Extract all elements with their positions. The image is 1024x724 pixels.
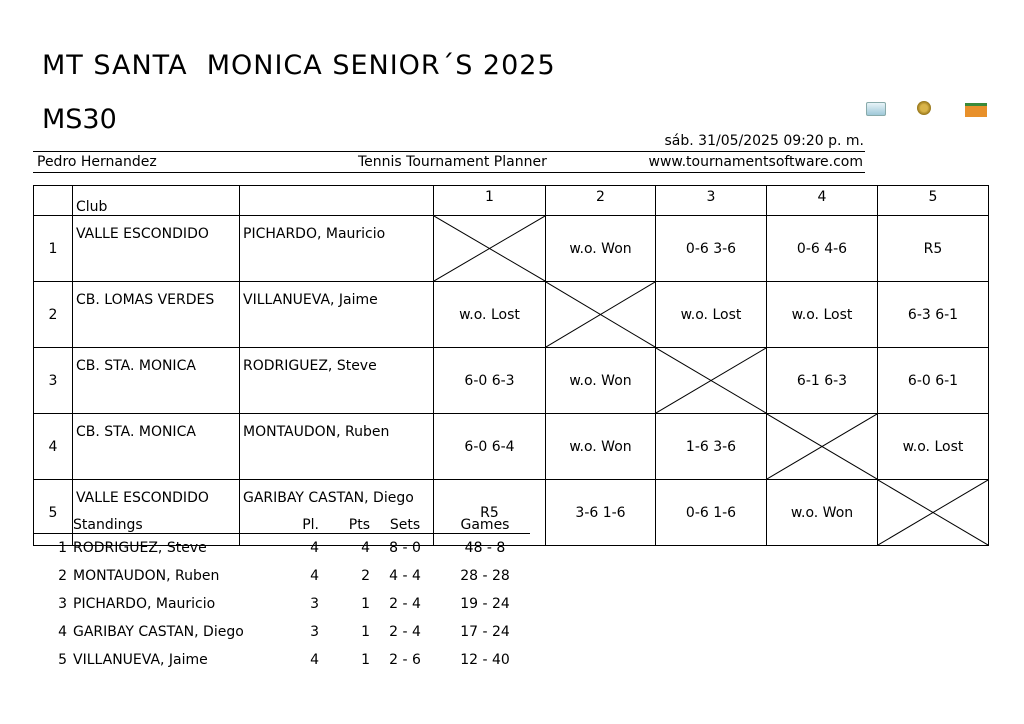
self-match-cross [656, 348, 767, 414]
match-result[interactable]: w.o. Lost [656, 282, 767, 348]
row-number: 4 [34, 414, 73, 480]
standings-row [33, 590, 530, 618]
standing-games: 28 - 28 [460, 568, 510, 584]
standing-played: 4 [310, 568, 319, 584]
match-result[interactable]: w.o. Lost [878, 414, 989, 480]
match-result[interactable]: 0-6 4-6 [767, 216, 878, 282]
standing-player[interactable]: VILLANUEVA, Jaime [73, 652, 208, 668]
standing-points: 4 [361, 540, 370, 556]
standing-position: 4 [58, 624, 67, 640]
standing-position: 1 [58, 540, 67, 556]
match-result[interactable]: w.o. Lost [767, 282, 878, 348]
match-result[interactable]: w.o. Won [546, 216, 656, 282]
club-name: CB. STA. MONICA [73, 414, 240, 480]
standing-points: 1 [361, 624, 370, 640]
standing-games: 12 - 40 [460, 652, 510, 668]
match-result[interactable]: 6-0 6-3 [434, 348, 546, 414]
round-robin-draw-table [33, 185, 989, 546]
match-result[interactable]: 6-1 6-3 [767, 348, 878, 414]
column-number: 1 [434, 186, 546, 216]
standing-sets: 2 - 4 [389, 624, 421, 640]
self-match-cross [546, 282, 656, 348]
software-name: Tennis Tournament Planner [358, 154, 547, 170]
club-name: VALLE ESCONDIDO [73, 216, 240, 282]
match-result[interactable]: R5 [878, 216, 989, 282]
match-result[interactable]: 6-0 6-1 [878, 348, 989, 414]
row-number: 3 [34, 348, 73, 414]
column-number: 4 [767, 186, 878, 216]
draw-header-row [34, 186, 989, 216]
match-result[interactable]: w.o. Won [546, 414, 656, 480]
standing-sets: 2 - 4 [389, 596, 421, 612]
federation-logo-icon [866, 102, 886, 116]
player-name[interactable]: GARIBAY CASTAN, Diego [240, 480, 434, 546]
standings-header-row [33, 516, 530, 534]
match-result[interactable]: R5 [434, 480, 546, 546]
club-name: CB. LOMAS VERDES [73, 282, 240, 348]
standing-games: 48 - 8 [464, 540, 506, 556]
standing-player[interactable]: GARIBAY CASTAN, Diego [73, 624, 244, 640]
draw-row [34, 216, 989, 282]
player-column-header [240, 186, 434, 216]
self-match-cross [767, 414, 878, 480]
standing-points: 2 [361, 568, 370, 584]
standing-points: 1 [361, 596, 370, 612]
standing-games: 17 - 24 [460, 624, 510, 640]
standing-played: 4 [310, 540, 319, 556]
column-number: 3 [656, 186, 767, 216]
standing-sets: 2 - 6 [389, 652, 421, 668]
match-result[interactable]: w.o. Won [767, 480, 878, 546]
standing-position: 3 [58, 596, 67, 612]
event-name: MS30 [42, 104, 117, 135]
header-rule-top [33, 151, 865, 152]
column-number: 2 [546, 186, 656, 216]
row-number: 1 [34, 216, 73, 282]
standing-player[interactable]: RODRIGUEZ, Steve [73, 540, 207, 556]
club-column-header: Club [73, 186, 240, 216]
header-rule-bottom [33, 172, 865, 173]
tournament-title: MT SANTA MONICA SENIOR´S 2025 [42, 50, 556, 81]
organizer-name: Pedro Hernandez [37, 154, 157, 170]
match-result[interactable]: 0-6 1-6 [656, 480, 767, 546]
standing-played: 3 [310, 624, 319, 640]
club-name: CB. STA. MONICA [73, 348, 240, 414]
self-match-cross [434, 216, 546, 282]
standing-sets: 4 - 4 [389, 568, 421, 584]
match-result[interactable]: 6-3 6-1 [878, 282, 989, 348]
match-result[interactable]: w.o. Lost [434, 282, 546, 348]
print-datetime: sáb. 31/05/2025 09:20 p. m. [664, 133, 864, 149]
row-number: 2 [34, 282, 73, 348]
player-name[interactable]: RODRIGUEZ, Steve [240, 348, 434, 414]
standings-row [33, 562, 530, 590]
standing-points: 1 [361, 652, 370, 668]
sponsor-logo-icon [965, 103, 987, 117]
standings-header: Standings [73, 516, 283, 534]
header-blank [34, 186, 73, 216]
games-header: Games [440, 516, 530, 534]
standing-games: 19 - 24 [460, 596, 510, 612]
played-header: Pl. [283, 516, 319, 534]
points-header: Pts [319, 516, 370, 534]
logo-strip [862, 100, 992, 118]
draw-row [34, 414, 989, 480]
sets-header: Sets [370, 516, 440, 534]
player-name[interactable]: VILLANUEVA, Jaime [240, 282, 434, 348]
standings-pos-header [33, 516, 73, 534]
match-result[interactable]: 0-6 3-6 [656, 216, 767, 282]
standing-position: 5 [58, 652, 67, 668]
match-result[interactable]: 3-6 1-6 [546, 480, 656, 546]
standings-table [33, 516, 530, 674]
standing-player[interactable]: MONTAUDON, Ruben [73, 568, 220, 584]
standing-played: 4 [310, 652, 319, 668]
column-number: 5 [878, 186, 989, 216]
draw-row [34, 282, 989, 348]
standing-sets: 8 - 0 [389, 540, 421, 556]
standings-row [33, 534, 530, 563]
match-result[interactable]: 1-6 3-6 [656, 414, 767, 480]
draw-row [34, 348, 989, 414]
player-name[interactable]: MONTAUDON, Ruben [240, 414, 434, 480]
self-match-cross [878, 480, 989, 546]
match-result[interactable]: 6-0 6-4 [434, 414, 546, 480]
standing-played: 3 [310, 596, 319, 612]
player-name[interactable]: PICHARDO, Mauricio [240, 216, 434, 282]
medal-logo-icon [917, 101, 931, 115]
standings-row [33, 618, 530, 646]
club-name: VALLE ESCONDIDO [73, 480, 240, 546]
standings-row [33, 646, 530, 674]
standing-player[interactable]: PICHARDO, Mauricio [73, 596, 216, 612]
match-result[interactable]: w.o. Won [546, 348, 656, 414]
row-number: 5 [34, 480, 73, 546]
website-link[interactable]: www.tournamentsoftware.com [648, 154, 863, 170]
standing-position: 2 [58, 568, 67, 584]
